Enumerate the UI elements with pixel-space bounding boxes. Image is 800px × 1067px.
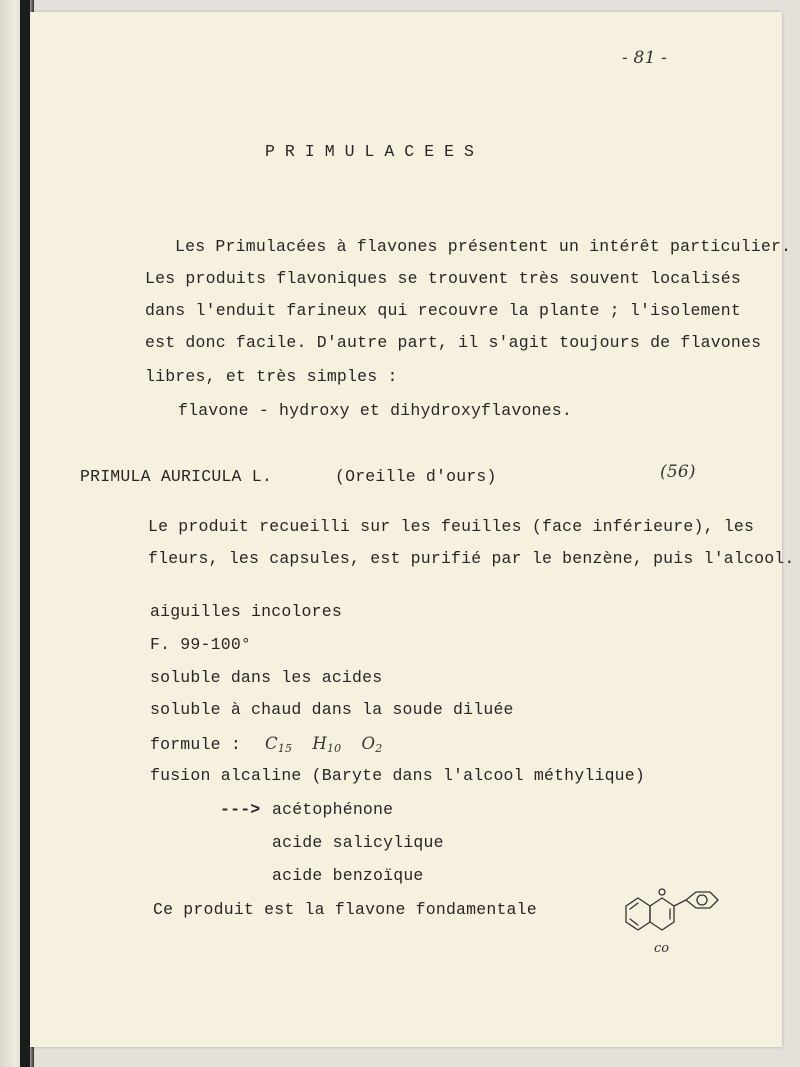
formula-carbon: C [265,734,278,753]
property-1: aiguilles incolores [150,602,342,621]
formula-hydrogen: H [312,734,327,753]
description-line-1: Le produit recueilli sur les feuilles (face inférieure), les [148,517,755,536]
property-4: soluble à chaud dans la soude diluée [150,700,514,719]
reference-number: (56) [660,462,696,482]
document-page [30,12,795,1047]
intro-line-5: libres, et très simples : [145,367,398,386]
intro-line-3: dans l'enduit farineux qui recouvre la plante ; l'isolement [145,301,741,320]
property-3: soluble dans les acides [150,668,383,687]
formula-hydrogen-count: 10 [326,742,342,755]
conclusion-line: Ce produit est la flavone fondamentale [153,900,537,919]
formula-carbon-count: 15 [277,742,293,755]
formula-label: formule : [150,735,241,754]
structure-label: co [654,941,670,956]
formula-line [150,734,382,755]
formula-oxygen-count: 2 [375,742,383,755]
property-2: F. 99-100° [150,635,252,654]
species-name: PRIMULA AURICULA L. [80,467,272,486]
intro-line-1: Les Primulacées à flavones présentent un intérêt particulier. [175,237,792,256]
intro-line-6: flavone - hydroxy et dihydroxyflavones. [178,401,572,420]
page-number: - 81 - [622,48,668,68]
intro-line-4: est donc facile. D'autre part, il s'agit toujours de flavones [145,333,762,352]
description-line-2: fleurs, les capsules, est purifié par le benzène, puis l'alcool. [148,549,795,568]
flavone-structure-drawing [622,878,732,958]
product-3: acide benzoïque [272,866,424,885]
book-spine [20,0,30,1067]
formula-oxygen: O [361,734,376,753]
fusion-line: fusion alcaline (Baryte dans l'alcool méthylique) [150,766,645,785]
product-2: acide salicylique [272,833,444,852]
product-1: acétophénone [272,800,394,819]
intro-line-2: Les produits flavoniques se trouvent très souvent localisés [145,269,741,288]
reaction-arrow: ---> [220,800,261,819]
page-title: PRIMULACEES [265,142,484,161]
species-common-name: (Oreille d'ours) [335,467,497,486]
